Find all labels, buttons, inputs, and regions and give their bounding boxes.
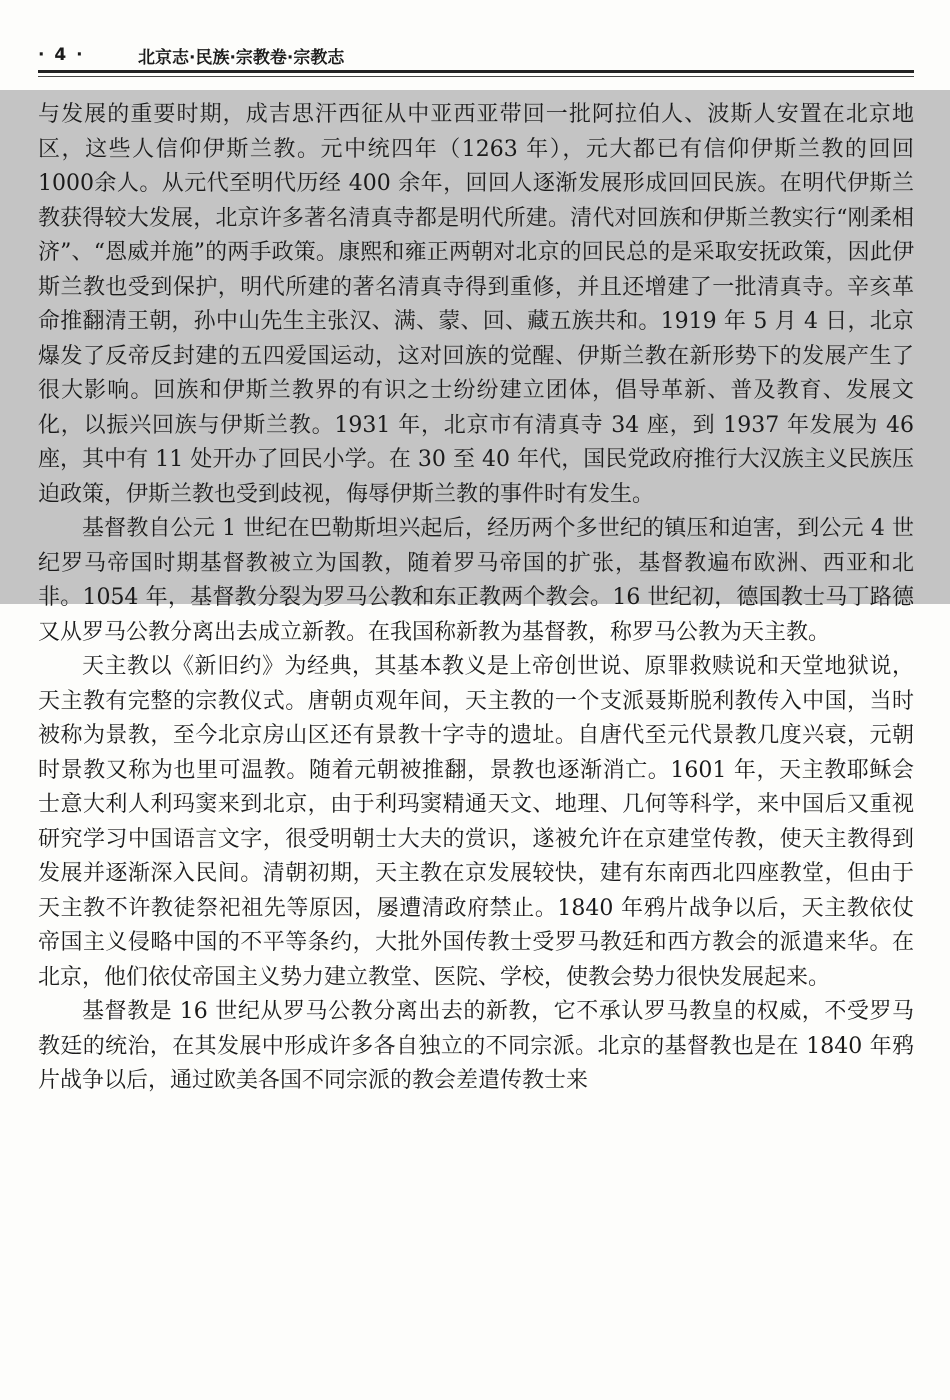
page-header <box>38 40 914 70</box>
running-title: 北京志·民族·宗教卷·宗教志 <box>138 47 345 68</box>
paragraph-protestantism: 基督教是 16 世纪从罗马公教分离出去的新教，它不承认罗马教皇的权威，不受罗马教廷的统治，在其发展中形成许多各自独立的不同宗派。北京的基督教也是在 1840 年鸦片战争以后，通过欧美各国不同宗派的教会差遣传教士来 <box>38 999 914 1093</box>
page-number: · 4 · <box>38 45 85 65</box>
body-text <box>38 98 914 1099</box>
paragraph-catholicism: 天主教以《新旧约》为经典，其基本教义是上帝创世说、原罪救赎说和天堂地狱说，天主教有完整的宗教仪式。唐朝贞观年间，天主教的一个支派聂斯脱利教传入中国，当时被称为景教，至今北京房山区还有景教十字寺的遗址。自唐代至元代景教几度兴衰，元朝时景教又称为也里可温教。随着元朝被推翻，景教也逐渐消亡。1601 年，天主教耶稣会士意大利人利玛窦来到北京，由于利玛窦精通天文、地理、几何等科学，来中国后又重视研究学习中国语言文字，很受明朝士大夫的赏识，遂被允许在京建堂传教，使天主教得到发展并逐渐深入民间。清朝初期，天主教在京发展较快，建有东南西北四座教堂，但由于天主教不许教徒祭祀祖先等原因，屡遭清政府禁止。1840 年鸦片战争以后，天主教依仗帝国主义侵略中国的不平等条约，大批外国传教士受罗马教廷和西方教会的派遣来华。在北京，他们依仗帝国主义势力建立教堂、医院、学校，使教会势力很快发展起来。 <box>38 654 914 990</box>
header-rule-thick <box>38 70 914 73</box>
header-rule-thin <box>38 76 914 77</box>
paragraph-islam-continued: 与发展的重要时期，成吉思汗西征从中亚西亚带回一批阿拉伯人、波斯人安置在北京地区，这些人信仰伊斯兰教。元中统四年（1263 年），元大都已有信仰伊斯兰教的回回1000余人。从元代至明代历经 400 余年，回回人逐渐发展形成回回民族。在明代伊斯兰教获得较大发展，北京许多著名清真寺都是明代所建。清代对回族和伊斯兰教实行“刚柔相济”、“恩威并施”的两手政策。康熙和雍正两朝对北京的回民总的是采取安抚政策，因此伊斯兰教也受到保护，明代所建的著名清真寺得到重修，并且还增建了一批清真寺。辛亥革命推翻清王朝，孙中山先生主张汉、满、蒙、回、藏五族共和。1919 年 5 月 4 日，北京爆发了反帝反封建的五四爱国运动，这对回族的觉醒、伊斯兰教在新形势下的发展产生了很大影响。回族和伊斯兰教界的有识之士纷纷建立团体，倡导革新、普及教育、发展文化，以振兴回族与伊斯兰教。1931 年，北京市有清真寺 34 座，到 1937 年发展为 46 座，其中有 11 处开办了回民小学。在 30 至 40 年代，国民党政府推行大汉族主义民族压迫政策，伊斯兰教也受到歧视，侮辱伊斯兰教的事件时有发生。 <box>38 102 914 507</box>
paragraph-christianity-origin: 基督教自公元 1 世纪在巴勒斯坦兴起后，经历两个多世纪的镇压和迫害，到公元 4 世纪罗马帝国时期基督教被立为国教，随着罗马帝国的扩张，基督教遍布欧洲、西亚和北非。1054 年，基督教分裂为罗马公教和东正教两个教会。16 世纪初，德国教士马丁路德又从罗马公教分离出去成立新教。在我国称新教为基督教，称罗马公教为天主教。 <box>38 516 914 645</box>
